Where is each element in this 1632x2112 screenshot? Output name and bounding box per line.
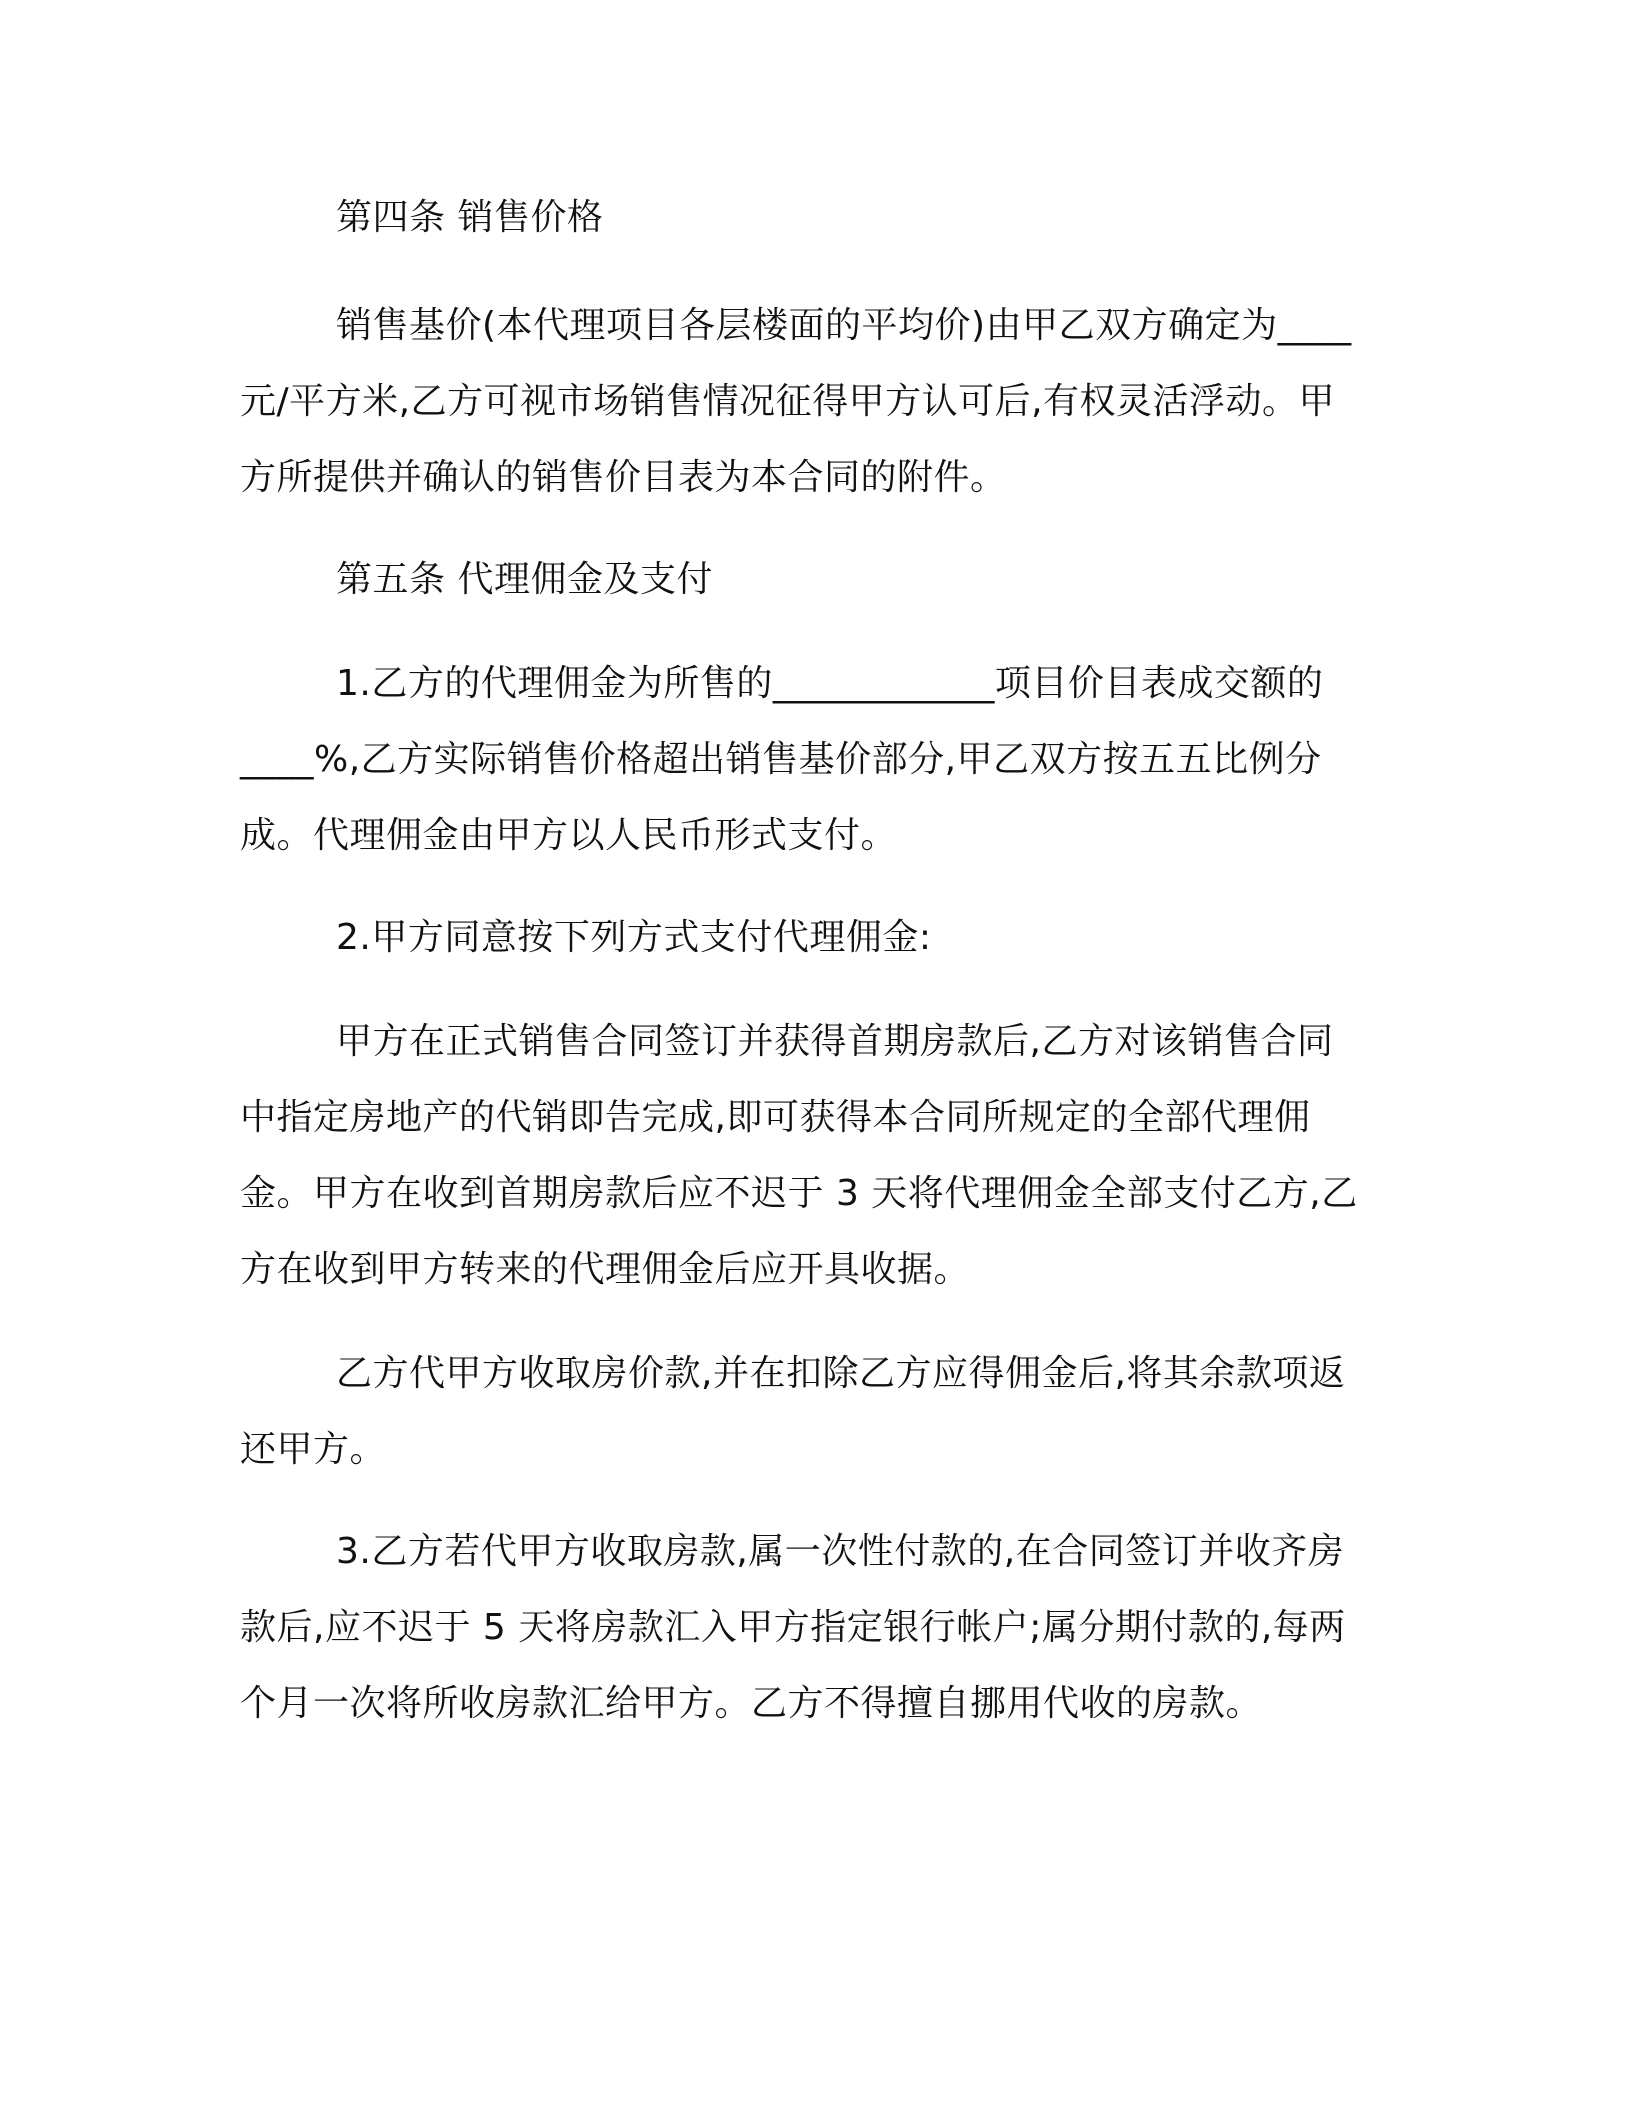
clause-1-line-3: 成。代理佣金由甲方以人民币形式支付。 (240, 815, 898, 856)
paragraph-a-line-3: 金。甲方在收到首期房款后应不迟于 3 天将代理佣金全部支付乙方,乙 (240, 1173, 1358, 1214)
paragraph-b-line-1: 乙方代甲方收取房价款,并在扣除乙方应得佣金后,将其余款项返 (336, 1353, 1346, 1394)
paragraph-a-line-1: 甲方在正式销售合同签订并获得首期房款后,乙方对该销售合同 (336, 1021, 1334, 1062)
paragraph-a-line-4: 方在收到甲方转来的代理佣金后应开具收据。 (240, 1249, 971, 1290)
article-4-line-1: 销售基价(本代理项目各层楼面的平均价)由甲乙双方确定为____ (336, 305, 1352, 346)
clause-2-heading: 2.甲方同意按下列方式支付代理佣金: (336, 917, 932, 958)
clause-3-line-1: 3.乙方若代甲方收取房款,属一次性付款的,在合同签订并收齐房 (336, 1531, 1345, 1572)
article-5-heading: 第五条 代理佣金及支付 (336, 559, 713, 600)
clause-3-line-3: 个月一次将所收房款汇给甲方。乙方不得擅自挪用代收的房款。 (240, 1683, 1263, 1724)
clause-1-line-1: 1.乙方的代理佣金为所售的____________项目价目表成交额的 (336, 663, 1324, 704)
article-4-heading: 第四条 销售价格 (336, 197, 604, 238)
paragraph-b-line-2: 还甲方。 (240, 1429, 387, 1470)
article-4-line-3: 方所提供并确认的销售价目表为本合同的附件。 (240, 457, 1007, 498)
paragraph-a-line-2: 中指定房地产的代销即告完成,即可获得本合同所规定的全部代理佣 (240, 1097, 1311, 1138)
article-4-line-2: 元/平方米,乙方可视市场销售情况征得甲方认可后,有权灵活浮动。甲 (240, 381, 1336, 422)
clause-1-line-2: ____%,乙方实际销售价格超出销售基价部分,甲乙双方按五五比例分 (240, 739, 1322, 780)
clause-3-line-2: 款后,应不迟于 5 天将房款汇入甲方指定银行帐户;属分期付款的,每两 (240, 1607, 1346, 1648)
